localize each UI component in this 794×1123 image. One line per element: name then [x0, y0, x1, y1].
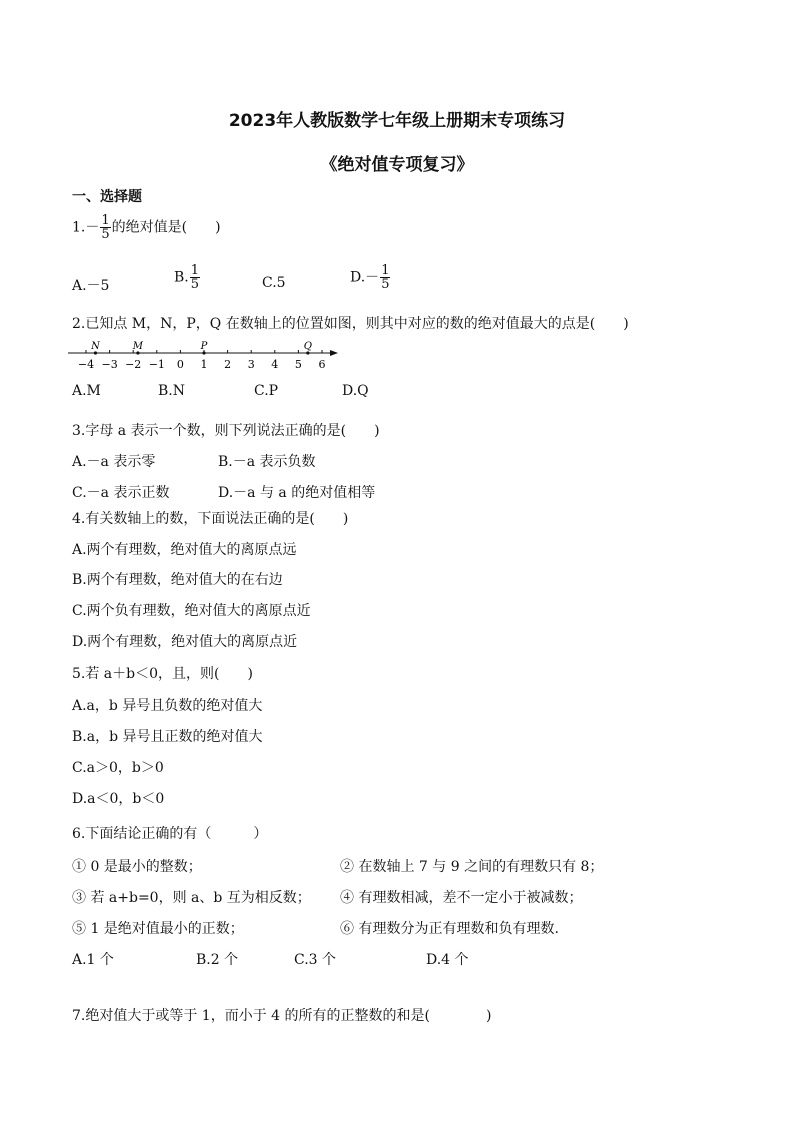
q1-optb-den: 5	[190, 277, 200, 292]
q1-prefix: 1.	[72, 219, 86, 236]
q1-optd-prefix: D.－	[350, 269, 380, 286]
section-heading: 一、选择题	[72, 189, 142, 205]
q2-option-a: A.M	[72, 383, 101, 399]
q4-option-c: C.两个负有理数，绝对值大的离原点近	[72, 603, 311, 619]
number-line-tick-label: 3	[247, 358, 255, 371]
q1-neg: －	[85, 219, 100, 236]
number-line-tick-label: −2	[125, 358, 142, 371]
question-3: 3.字母 a 表示一个数，则下列说法正确的是( )	[72, 423, 380, 439]
q5-option-d: D.a＜0，b＜0	[72, 791, 165, 807]
q6-statement-1: ① 0 是最小的整数；	[72, 859, 202, 875]
q1-fraction	[100, 214, 110, 241]
q1-frac-num: 1	[101, 213, 110, 228]
q6-statement-2: ② 在数轴上 7 与 9 之间的有理数只有 8；	[340, 859, 604, 875]
q6-option-d: D.4 个	[426, 952, 469, 968]
question-1	[72, 214, 221, 241]
q4-option-a: A.两个有理数，绝对值大的离原点远	[72, 542, 297, 558]
q2-option-d: D.Q	[342, 383, 369, 399]
q1-option-a: A.－5	[72, 278, 110, 294]
number-line-tick-label: 2	[224, 358, 232, 371]
q1-optb-fraction	[190, 264, 200, 291]
q5-option-b: B.a，b 异号且正数的绝对值大	[72, 729, 263, 745]
number-line-arrow	[330, 350, 338, 356]
q1-optb-prefix: B.	[174, 269, 189, 286]
number-line-tick-label: 6	[318, 358, 326, 371]
q2-option-b: B.N	[158, 383, 185, 399]
number-line-tick-label: 5	[294, 358, 302, 371]
number-line	[66, 338, 342, 372]
question-4: 4.有关数轴上的数，下面说法正确的是( )	[72, 511, 349, 527]
number-line-point-label: P	[200, 341, 208, 352]
q5-option-c: C.a＞0，b＞0	[72, 760, 164, 776]
number-line-point-label: M	[132, 341, 144, 352]
q6-option-a: A.1 个	[72, 952, 114, 968]
number-line-tick-label: −3	[101, 358, 118, 371]
q1-optb-num: 1	[190, 263, 200, 278]
q5-option-a: A.a，b 异号且负数的绝对值大	[72, 698, 263, 714]
number-line-tick-label: 4	[271, 358, 279, 371]
q3-option-a: A.－a 表示零	[72, 454, 156, 470]
q6-option-b: B.2 个	[196, 952, 239, 968]
q4-option-b: B.两个有理数，绝对值大的在右边	[72, 572, 283, 588]
number-line-point-label: N	[91, 341, 100, 352]
q1-option-d	[350, 264, 391, 291]
q1-option-c: C.5	[262, 275, 286, 291]
q3-option-b: B.－a 表示负数	[218, 454, 316, 470]
q1-frac-den: 5	[101, 227, 110, 242]
question-2: 2.已知点 M，N，P，Q 在数轴上的位置如图，则其中对应的数的绝对值最大的点是( )	[72, 316, 629, 332]
q6-statement-5: ⑤ 1 是绝对值最小的正数；	[72, 921, 244, 937]
q3-option-c: C.－a 表示正数	[72, 485, 170, 501]
q1-optd-num: 1	[381, 263, 390, 278]
sub-title: 《绝对值专项复习》	[320, 155, 474, 175]
q1-optd-den: 5	[381, 277, 390, 292]
main-title: 2023年人教版数学七年级上册期末专项练习	[228, 111, 566, 131]
number-line-tick-label: −4	[77, 358, 95, 371]
q6-statement-4: ④ 有理数相减，差不一定小于被减数；	[340, 890, 583, 906]
q1-option-b	[174, 264, 201, 291]
question-7: 7.绝对值大于或等于 1，而小于 4 的所有的正整数的和是( )	[72, 1008, 492, 1024]
number-line-tick-label: 1	[200, 358, 208, 371]
number-line-tick-label: −1	[148, 358, 165, 371]
question-5: 5.若 a＋b＜0，且，则( )	[72, 666, 253, 682]
q6-option-c: C.3 个	[294, 952, 337, 968]
q1-suffix: 的绝对值是( )	[111, 219, 221, 236]
question-6: 6.下面结论正确的有（ ）	[72, 826, 268, 842]
q2-option-c: C.P	[254, 383, 279, 399]
number-line-point-label: Q	[303, 341, 312, 352]
number-line-tick-label: 0	[176, 358, 184, 371]
q4-option-d: D.两个有理数，绝对值大的离原点近	[72, 634, 298, 650]
q6-statement-3: ③ 若 a+b=0，则 a、b 互为相反数；	[72, 890, 311, 906]
q6-statement-6: ⑥ 有理数分为正有理数和负有理数.	[340, 921, 559, 937]
q1-optd-fraction	[380, 264, 390, 291]
q3-option-d: D.－a 与 a 的绝对值相等	[218, 485, 376, 501]
